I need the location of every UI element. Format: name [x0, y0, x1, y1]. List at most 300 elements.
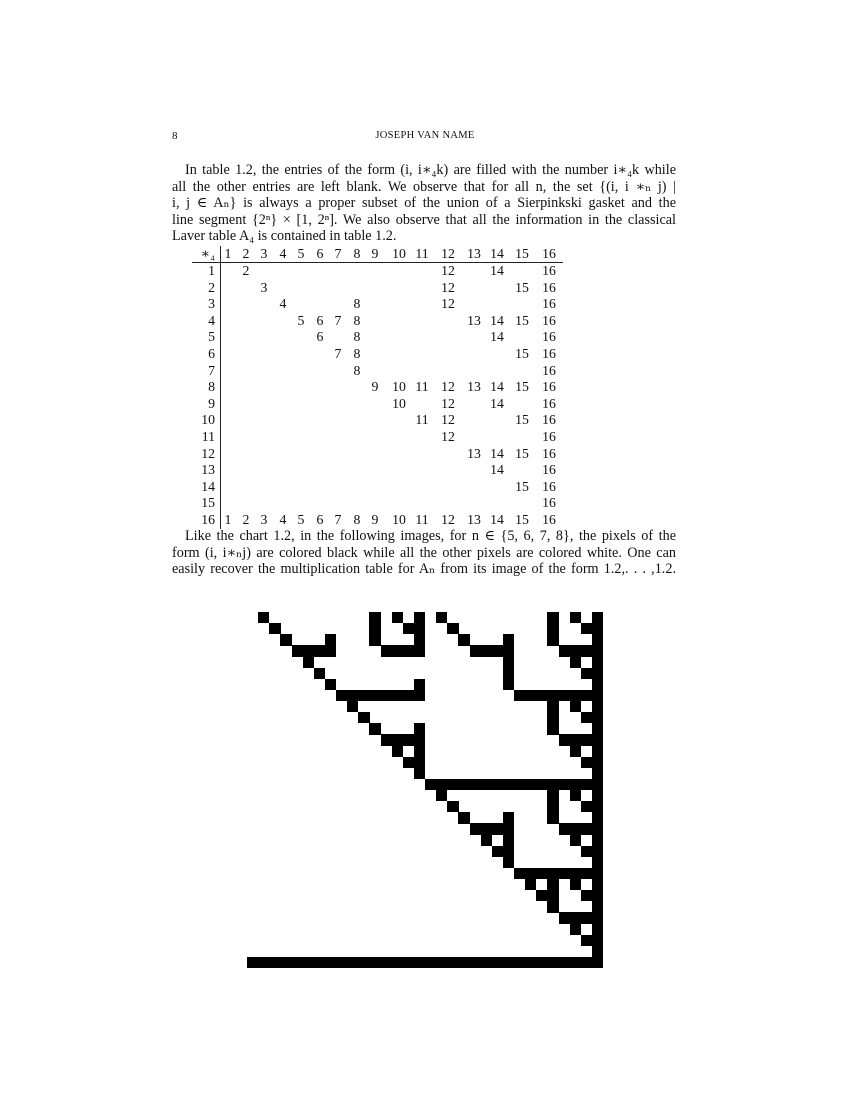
black-pixel: [592, 645, 603, 656]
black-pixel: [436, 790, 447, 801]
table-cell: 16: [542, 263, 556, 278]
black-pixel: [592, 957, 603, 968]
table-cell: 14: [490, 263, 504, 278]
table-cell: 16: [542, 445, 556, 461]
row-label: 1: [208, 263, 215, 278]
black-pixel: [592, 679, 603, 690]
black-pixel: [403, 645, 414, 656]
black-pixel: [369, 612, 380, 623]
black-pixel: [369, 723, 380, 734]
black-pixel: [570, 690, 581, 701]
row-label: 9: [208, 395, 215, 411]
black-pixel: [592, 846, 603, 857]
black-pixel: [303, 645, 314, 656]
black-pixel: [559, 645, 570, 656]
black-pixel: [547, 901, 558, 912]
table-cell: 15: [515, 279, 529, 295]
black-pixel: [570, 612, 581, 623]
column-header: 15: [515, 246, 529, 261]
black-pixel: [458, 634, 469, 645]
black-pixel: [269, 623, 280, 634]
black-pixel: [570, 657, 581, 668]
black-pixel: [414, 757, 425, 768]
table-corner-label: ∗₄: [200, 246, 215, 261]
black-pixel: [492, 645, 503, 656]
black-pixel: [358, 957, 369, 968]
table-cell: 15: [515, 379, 529, 395]
text-line: Like the chart 1.2, in the following images, for n ∈ {5, 6, 7, 8}, the pixels of the: [185, 528, 676, 544]
table-cell: 7: [334, 312, 342, 328]
black-pixel: [525, 868, 536, 879]
black-pixel: [592, 712, 603, 723]
column-header: 16: [542, 246, 556, 261]
table-cell: 6: [316, 512, 324, 527]
black-pixel: [381, 645, 392, 656]
black-pixel: [369, 623, 380, 634]
black-pixel: [470, 823, 481, 834]
black-pixel: [514, 957, 525, 968]
black-pixel: [447, 779, 458, 790]
table-cell: 4: [279, 296, 287, 312]
black-pixel: [447, 623, 458, 634]
black-pixel: [536, 779, 547, 790]
table-cell: 3: [260, 512, 268, 527]
text-line: Laver table A₄ is contained in table 1.2.: [172, 228, 397, 245]
black-pixel: [547, 801, 558, 812]
black-pixel: [503, 846, 514, 857]
black-pixel: [481, 779, 492, 790]
table-cell: 8: [353, 362, 361, 378]
table-cell: 16: [542, 296, 556, 312]
black-pixel: [536, 957, 547, 968]
black-pixel: [581, 757, 592, 768]
black-pixel: [347, 701, 358, 712]
table-cell: 13: [467, 512, 481, 527]
black-pixel: [592, 935, 603, 946]
table-cell: 14: [490, 312, 504, 328]
black-pixel: [503, 835, 514, 846]
black-pixel: [592, 879, 603, 890]
black-pixel: [592, 901, 603, 912]
table-cell: 13: [467, 379, 481, 395]
table-cell: 8: [353, 296, 361, 312]
text-line: form (i, i∗ₙj) are colored black while all the other pixels are colored white. One can: [172, 544, 676, 561]
table-cell: 16: [542, 478, 556, 494]
black-pixel: [314, 645, 325, 656]
black-pixel: [547, 690, 558, 701]
black-pixel: [581, 734, 592, 745]
black-pixel: [592, 668, 603, 679]
table-cell: 10: [392, 395, 406, 411]
text-line: all the other entries are left blank. We observe that for all n, the set {(i, i ∗ₙ j) |: [172, 178, 676, 195]
black-pixel: [570, 879, 581, 890]
black-pixel: [570, 746, 581, 757]
table-cell: 8: [353, 312, 361, 328]
table-cell: 16: [542, 279, 556, 295]
black-pixel: [414, 768, 425, 779]
black-pixel: [414, 634, 425, 645]
black-pixel: [303, 957, 314, 968]
row-label: 10: [201, 412, 215, 428]
table-cell: 10: [392, 512, 406, 527]
text-line: line segment {2ⁿ} × [1, 2ⁿ]. We also observe that all the information in the classical: [172, 211, 676, 228]
black-pixel: [503, 779, 514, 790]
black-pixel: [436, 612, 447, 623]
table-cell: 14: [490, 512, 504, 527]
table-cell: 12: [441, 296, 455, 312]
black-pixel: [559, 823, 570, 834]
table-cell: 15: [515, 445, 529, 461]
black-pixel: [481, 645, 492, 656]
black-pixel: [325, 679, 336, 690]
black-pixel: [369, 634, 380, 645]
black-pixel: [514, 779, 525, 790]
black-pixel: [570, 734, 581, 745]
black-pixel: [547, 890, 558, 901]
black-pixel: [425, 779, 436, 790]
black-pixel: [570, 790, 581, 801]
table-cell: 1: [224, 512, 232, 527]
black-pixel: [336, 690, 347, 701]
row-label: 3: [208, 296, 215, 312]
black-pixel: [470, 779, 481, 790]
table-cell: 16: [542, 429, 556, 444]
black-pixel: [470, 645, 481, 656]
black-pixel: [525, 879, 536, 890]
row-label: 4: [208, 312, 215, 328]
black-pixel: [581, 690, 592, 701]
black-pixel: [403, 690, 414, 701]
black-pixel: [570, 823, 581, 834]
black-pixel: [358, 690, 369, 701]
table-cell: 16: [542, 379, 556, 395]
black-pixel: [325, 645, 336, 656]
row-label: 2: [208, 279, 215, 295]
column-header: 9: [371, 246, 379, 261]
black-pixel: [547, 957, 558, 968]
table-cell: 16: [542, 395, 556, 411]
black-pixel: [559, 779, 570, 790]
black-pixel: [381, 957, 392, 968]
table-cell: 7: [334, 512, 342, 527]
table-cell: 12: [441, 263, 455, 278]
black-pixel: [392, 612, 403, 623]
black-pixel: [381, 734, 392, 745]
table-cell: 14: [490, 462, 504, 478]
black-pixel: [514, 868, 525, 879]
laver-table-a5-pixel-image: [247, 612, 603, 968]
black-pixel: [292, 957, 303, 968]
black-pixel: [592, 924, 603, 935]
black-pixel: [369, 690, 380, 701]
table-cell: 16: [542, 462, 556, 478]
table-cell: 3: [260, 279, 268, 295]
black-pixel: [547, 612, 558, 623]
black-pixel: [503, 679, 514, 690]
table-cell: 9: [371, 379, 379, 395]
row-label: 6: [208, 346, 215, 361]
black-pixel: [414, 679, 425, 690]
table-cell: 12: [441, 512, 455, 527]
table-cell: 14: [490, 395, 504, 411]
black-pixel: [592, 612, 603, 623]
black-pixel: [347, 957, 358, 968]
black-pixel: [392, 734, 403, 745]
column-header: 2: [242, 246, 250, 261]
black-pixel: [592, 701, 603, 712]
table-cell: 8: [353, 512, 361, 527]
black-pixel: [581, 801, 592, 812]
black-pixel: [592, 868, 603, 879]
table-cell: 14: [490, 379, 504, 395]
black-pixel: [592, 768, 603, 779]
black-pixel: [470, 957, 481, 968]
black-pixel: [525, 957, 536, 968]
black-pixel: [592, 857, 603, 868]
black-pixel: [547, 623, 558, 634]
row-label: 16: [201, 512, 215, 527]
black-pixel: [581, 935, 592, 946]
table-cell: 15: [515, 512, 529, 527]
black-pixel: [581, 957, 592, 968]
black-pixel: [547, 790, 558, 801]
column-header: 3: [260, 246, 268, 261]
black-pixel: [314, 957, 325, 968]
column-header: 4: [279, 246, 287, 261]
black-pixel: [403, 957, 414, 968]
black-pixel: [492, 957, 503, 968]
table-cell: 5: [297, 312, 305, 328]
row-label: 5: [208, 329, 215, 345]
black-pixel: [592, 835, 603, 846]
black-pixel: [592, 634, 603, 645]
column-header: 11: [415, 246, 429, 261]
table-cell: 14: [490, 445, 504, 461]
black-pixel: [592, 823, 603, 834]
table-cell: 7: [334, 346, 342, 361]
black-pixel: [592, 623, 603, 634]
black-pixel: [581, 912, 592, 923]
black-pixel: [559, 912, 570, 923]
black-pixel: [492, 823, 503, 834]
table-cell: 8: [353, 329, 361, 345]
black-pixel: [403, 757, 414, 768]
black-pixel: [481, 823, 492, 834]
table-cell: 9: [371, 512, 379, 527]
black-pixel: [581, 890, 592, 901]
black-pixel: [592, 912, 603, 923]
black-pixel: [592, 734, 603, 745]
black-pixel: [581, 823, 592, 834]
black-pixel: [414, 623, 425, 634]
table-cell: 15: [515, 312, 529, 328]
black-pixel: [503, 812, 514, 823]
black-pixel: [414, 723, 425, 734]
table-cell: 13: [467, 445, 481, 461]
column-header: 1: [224, 246, 232, 261]
black-pixel: [414, 734, 425, 745]
black-pixel: [581, 645, 592, 656]
table-cell: 16: [542, 329, 556, 345]
black-pixel: [447, 957, 458, 968]
black-pixel: [325, 634, 336, 645]
text-line: i, j ∈ Aₙ} is always a proper subset of the union of a Sierpinkski gasket and the: [172, 195, 676, 212]
black-pixel: [592, 779, 603, 790]
black-pixel: [258, 612, 269, 623]
black-pixel: [392, 957, 403, 968]
black-pixel: [570, 645, 581, 656]
table-cell: 5: [297, 512, 305, 527]
black-pixel: [403, 623, 414, 634]
black-pixel: [536, 868, 547, 879]
black-pixel: [503, 657, 514, 668]
table-cell: 2: [242, 512, 250, 527]
black-pixel: [547, 701, 558, 712]
table-cell: 16: [542, 346, 556, 361]
black-pixel: [325, 957, 336, 968]
table-cell: 4: [279, 512, 287, 527]
black-pixel: [458, 812, 469, 823]
black-pixel: [592, 746, 603, 757]
black-pixel: [503, 634, 514, 645]
black-pixel: [581, 868, 592, 879]
table-cell: 15: [515, 412, 529, 428]
row-label: 15: [201, 495, 215, 511]
table-cell: 12: [441, 279, 455, 295]
black-pixel: [592, 790, 603, 801]
table-cell: 12: [441, 379, 455, 395]
black-pixel: [503, 668, 514, 679]
black-pixel: [503, 957, 514, 968]
text-line: In table 1.2, the entries of the form (i, i∗₄k) are filled with the number i∗₄k while: [185, 162, 676, 178]
table-cell: 11: [415, 379, 429, 395]
running-head: JOSEPH VAN NAME: [375, 130, 475, 141]
black-pixel: [570, 868, 581, 879]
black-pixel: [581, 668, 592, 679]
table-cell: 16: [542, 362, 556, 378]
black-pixel: [458, 779, 469, 790]
black-pixel: [414, 746, 425, 757]
column-header: 12: [441, 246, 455, 261]
black-pixel: [570, 912, 581, 923]
black-pixel: [536, 690, 547, 701]
black-pixel: [503, 645, 514, 656]
black-pixel: [503, 823, 514, 834]
table-cell: 13: [467, 312, 481, 328]
table-cell: 6: [316, 329, 324, 345]
black-pixel: [258, 957, 269, 968]
table-cell: 2: [242, 263, 250, 278]
black-pixel: [514, 690, 525, 701]
black-pixel: [547, 879, 558, 890]
black-pixel: [547, 723, 558, 734]
black-pixel: [581, 623, 592, 634]
black-pixel: [570, 779, 581, 790]
black-pixel: [547, 812, 558, 823]
row-label: 13: [201, 462, 215, 478]
black-pixel: [381, 690, 392, 701]
black-pixel: [392, 690, 403, 701]
black-pixel: [592, 946, 603, 957]
black-pixel: [347, 690, 358, 701]
table-cell: 16: [542, 495, 556, 511]
black-pixel: [269, 957, 280, 968]
black-pixel: [314, 668, 325, 679]
black-pixel: [581, 779, 592, 790]
black-pixel: [392, 746, 403, 757]
black-pixel: [525, 779, 536, 790]
black-pixel: [280, 634, 291, 645]
table-cell: 6: [316, 312, 324, 328]
black-pixel: [592, 890, 603, 901]
black-pixel: [581, 712, 592, 723]
black-pixel: [559, 734, 570, 745]
table-cell: 15: [515, 346, 529, 361]
black-pixel: [280, 957, 291, 968]
black-pixel: [414, 690, 425, 701]
black-pixel: [570, 701, 581, 712]
column-header: 8: [353, 246, 361, 261]
black-pixel: [592, 757, 603, 768]
black-pixel: [547, 634, 558, 645]
table-cell: 15: [515, 478, 529, 494]
black-pixel: [292, 645, 303, 656]
row-label: 8: [208, 379, 215, 395]
black-pixel: [481, 957, 492, 968]
column-header: 10: [392, 246, 406, 261]
table-cell: 16: [542, 312, 556, 328]
table-cell: 16: [542, 512, 556, 527]
black-pixel: [336, 957, 347, 968]
black-pixel: [559, 868, 570, 879]
black-pixel: [481, 835, 492, 846]
black-pixel: [447, 801, 458, 812]
black-pixel: [414, 645, 425, 656]
black-pixel: [592, 723, 603, 734]
black-pixel: [403, 734, 414, 745]
black-pixel: [492, 846, 503, 857]
black-pixel: [559, 690, 570, 701]
black-pixel: [547, 779, 558, 790]
table-cell: 12: [441, 412, 455, 428]
black-pixel: [547, 712, 558, 723]
row-label: 14: [201, 478, 215, 494]
black-pixel: [559, 957, 570, 968]
column-header: 5: [297, 246, 305, 261]
page-number: 8: [172, 130, 178, 142]
black-pixel: [592, 657, 603, 668]
black-pixel: [492, 779, 503, 790]
black-pixel: [592, 801, 603, 812]
black-pixel: [247, 957, 258, 968]
black-pixel: [358, 712, 369, 723]
column-header: 13: [467, 246, 481, 261]
laver-table-a4: [0, 0, 850, 540]
black-pixel: [592, 690, 603, 701]
text-line: easily recover the multiplication table for Aₙ from its image of the form 1.2,. . . ,1.2.: [172, 561, 676, 578]
black-pixel: [570, 924, 581, 935]
black-pixel: [525, 690, 536, 701]
column-header: 6: [316, 246, 324, 261]
black-pixel: [581, 846, 592, 857]
black-pixel: [425, 957, 436, 968]
black-pixel: [414, 612, 425, 623]
table-cell: 16: [542, 412, 556, 428]
table-cell: 8: [353, 346, 361, 361]
row-label: 11: [201, 429, 215, 444]
table-cell: 11: [415, 512, 429, 527]
black-pixel: [414, 957, 425, 968]
